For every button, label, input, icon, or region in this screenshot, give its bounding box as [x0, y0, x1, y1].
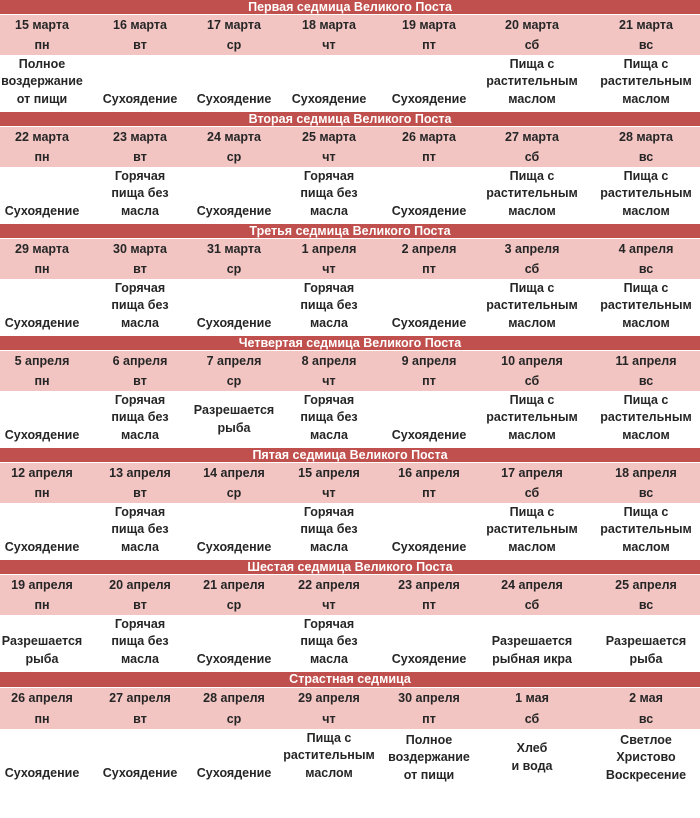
- day-date: 5 апреля: [14, 354, 70, 369]
- day-cell: [272, 127, 386, 166]
- day-weekday: ср: [226, 261, 242, 276]
- week-block: [0, 448, 700, 560]
- day-cell: [196, 239, 272, 278]
- food-rule-text: Горячая пища без масла: [300, 616, 358, 666]
- food-rule-text: Разрешается рыбная икра: [491, 634, 573, 666]
- food-rule: [84, 730, 196, 787]
- day-date: 30 марта: [113, 242, 167, 257]
- day-weekday: ср: [226, 149, 242, 164]
- food-rule-text: Сухоядение: [102, 91, 178, 106]
- day-weekday: сб: [524, 711, 540, 726]
- food-rule-text: Пища с растительным маслом: [600, 168, 692, 218]
- food-rule: [272, 730, 386, 787]
- food-rule-text: Пища с растительным маслом: [486, 504, 578, 554]
- week-title: Третья седмица Великого Поста: [0, 224, 700, 239]
- day-cell: [196, 351, 272, 390]
- day-weekday: пт: [422, 149, 436, 164]
- day-date: 15 апреля: [298, 466, 360, 481]
- food-rule-text: Горячая пища без масла: [111, 168, 169, 218]
- week-title: Шестая седмица Великого Поста: [0, 560, 700, 575]
- day-weekday: пн: [34, 37, 50, 52]
- day-weekday: чт: [322, 485, 336, 500]
- day-weekday: вс: [638, 597, 654, 612]
- date-row: [0, 688, 700, 730]
- food-rule-text: Горячая пища без масла: [111, 280, 169, 330]
- day-weekday: пт: [422, 597, 436, 612]
- food-rule-text: Сухоядение: [196, 651, 272, 666]
- food-row: [0, 504, 700, 561]
- day-cell: [0, 688, 84, 729]
- date-row: [0, 15, 700, 55]
- day-cell: [592, 15, 700, 54]
- day-weekday: вт: [133, 149, 147, 164]
- day-date: 25 марта: [302, 130, 356, 145]
- food-rule: [0, 730, 84, 787]
- day-date: 26 марта: [402, 130, 456, 145]
- food-rule: [272, 280, 386, 337]
- food-rule-text: Сухоядение: [4, 539, 80, 554]
- day-cell: [472, 15, 592, 54]
- day-weekday: ср: [226, 711, 242, 726]
- food-rule: [84, 280, 196, 337]
- day-date: 26 апреля: [11, 690, 73, 705]
- week-title: Пятая седмица Великого Поста: [0, 448, 700, 463]
- food-rule: [272, 616, 386, 673]
- day-cell: [0, 575, 84, 614]
- day-date: 10 апреля: [501, 354, 563, 369]
- food-rule-text: Пища с растительным маслом: [600, 56, 692, 106]
- day-date: 28 апреля: [203, 690, 265, 705]
- day-cell: [386, 351, 472, 390]
- food-rule-text: Сухоядение: [4, 427, 80, 442]
- food-row: [0, 392, 700, 449]
- day-cell: [592, 575, 700, 614]
- day-weekday: пт: [422, 37, 436, 52]
- day-weekday: вт: [133, 37, 147, 52]
- day-cell: [272, 575, 386, 614]
- food-rule-text: Сухоядение: [391, 427, 467, 442]
- food-rule: [0, 616, 84, 673]
- date-row: [0, 127, 700, 167]
- day-date: 17 апреля: [501, 466, 563, 481]
- day-cell: [272, 351, 386, 390]
- food-rule: [196, 730, 272, 787]
- day-weekday: пн: [34, 261, 50, 276]
- food-rule: [196, 504, 272, 561]
- day-date: 17 марта: [207, 18, 261, 33]
- food-rule: [472, 730, 592, 787]
- food-rule-text: Разрешается рыба: [605, 634, 687, 666]
- food-rule-text: Пища с растительным маслом: [600, 280, 692, 330]
- day-date: 14 апреля: [203, 466, 265, 481]
- day-cell: [272, 15, 386, 54]
- food-rule: [0, 504, 84, 561]
- day-weekday: вс: [638, 149, 654, 164]
- day-date: 2 апреля: [401, 242, 457, 257]
- day-weekday: пн: [34, 149, 50, 164]
- food-rule: [386, 392, 472, 449]
- day-date: 21 марта: [619, 18, 673, 33]
- day-weekday: пт: [422, 261, 436, 276]
- week-title: Страстная седмица: [0, 672, 700, 688]
- food-row: [0, 280, 700, 337]
- day-cell: [272, 239, 386, 278]
- food-rule-text: Пища с растительным маслом: [486, 56, 578, 106]
- day-cell: [196, 15, 272, 54]
- day-cell: [472, 575, 592, 614]
- day-date: 16 апреля: [398, 466, 460, 481]
- food-rule-text: Светлое Христово Воскресение: [605, 732, 687, 782]
- day-cell: [84, 239, 196, 278]
- day-cell: [196, 463, 272, 502]
- day-cell: [592, 351, 700, 390]
- day-date: 24 апреля: [501, 578, 563, 593]
- day-weekday: ср: [226, 485, 242, 500]
- day-date: 21 апреля: [203, 578, 265, 593]
- food-rule: [193, 392, 275, 449]
- food-rule: [472, 168, 592, 225]
- day-cell: [84, 351, 196, 390]
- food-rule-text: Горячая пища без масла: [300, 280, 358, 330]
- food-rule-text: Сухоядение: [4, 765, 80, 780]
- day-cell: [386, 575, 472, 614]
- day-weekday: пт: [422, 485, 436, 500]
- food-rule-text: Сухоядение: [4, 315, 80, 330]
- day-date: 2 мая: [629, 690, 663, 705]
- day-weekday: пн: [34, 373, 50, 388]
- day-weekday: вт: [133, 261, 147, 276]
- day-date: 7 апреля: [206, 354, 262, 369]
- week-block: [0, 672, 700, 786]
- food-rule-text: Сухоядение: [391, 315, 467, 330]
- day-cell: [386, 239, 472, 278]
- food-rule-text: Сухоядение: [196, 315, 272, 330]
- week-block: [0, 224, 700, 336]
- day-cell: [592, 463, 700, 502]
- food-rule-text: Полное воздержание от пищи: [388, 732, 470, 782]
- day-date: 22 марта: [15, 130, 69, 145]
- day-cell: [0, 15, 84, 54]
- day-date: 9 апреля: [401, 354, 457, 369]
- day-weekday: ср: [226, 37, 242, 52]
- food-rule: [0, 280, 84, 337]
- food-rule: [0, 392, 84, 449]
- food-rule-text: Горячая пища без масла: [300, 168, 358, 218]
- day-date: 31 марта: [207, 242, 261, 257]
- day-date: 20 марта: [505, 18, 559, 33]
- day-date: 1 мая: [515, 690, 549, 705]
- food-rule: [386, 280, 472, 337]
- food-rule: [592, 392, 700, 449]
- food-rule: [84, 392, 196, 449]
- day-weekday: сб: [524, 485, 540, 500]
- food-rule-text: Горячая пища без масла: [111, 392, 169, 442]
- day-date: 19 апреля: [11, 578, 73, 593]
- food-rule-text: Пища с растительным маслом: [486, 168, 578, 218]
- day-weekday: сб: [524, 37, 540, 52]
- week-block: [0, 560, 700, 672]
- food-rule: [196, 56, 272, 113]
- day-cell: [0, 351, 84, 390]
- day-date: 30 апреля: [398, 690, 460, 705]
- day-date: 29 марта: [15, 242, 69, 257]
- food-rule-text: Сухоядение: [196, 91, 272, 106]
- day-date: 25 апреля: [615, 578, 677, 593]
- food-rule: [272, 392, 386, 449]
- food-rule: [0, 168, 84, 225]
- day-weekday: вс: [638, 373, 654, 388]
- day-date: 8 апреля: [301, 354, 357, 369]
- day-weekday: вт: [133, 711, 147, 726]
- food-rule-text: Сухоядение: [291, 91, 367, 106]
- food-rule: [84, 56, 196, 113]
- food-rule-text: Сухоядение: [196, 765, 272, 780]
- food-rule: [592, 168, 700, 225]
- food-rule-text: Разрешается рыба: [193, 403, 275, 435]
- week-block: [0, 336, 700, 448]
- day-date: 23 апреля: [398, 578, 460, 593]
- day-cell: [84, 575, 196, 614]
- food-rule-text: Пища с растительным маслом: [283, 730, 375, 780]
- day-weekday: вс: [638, 261, 654, 276]
- day-cell: [592, 688, 700, 729]
- date-row: [0, 239, 700, 279]
- food-rule: [592, 730, 700, 787]
- day-cell: [0, 463, 84, 502]
- week-block: [0, 0, 700, 112]
- day-weekday: вс: [638, 711, 654, 726]
- food-rule: [592, 280, 700, 337]
- day-date: 16 марта: [113, 18, 167, 33]
- food-rule-text: Разрешается рыба: [1, 634, 83, 666]
- food-rule: [472, 616, 592, 673]
- food-rule-text: Горячая пища без масла: [111, 504, 169, 554]
- day-weekday: вс: [638, 485, 654, 500]
- food-rule: [386, 504, 472, 561]
- day-weekday: пн: [34, 597, 50, 612]
- day-cell: [472, 239, 592, 278]
- food-rule-text: Сухоядение: [391, 651, 467, 666]
- food-rule: [472, 280, 592, 337]
- day-cell: [84, 127, 196, 166]
- day-weekday: чт: [322, 597, 336, 612]
- day-date: 27 апреля: [109, 690, 171, 705]
- food-rule-text: Сухоядение: [4, 203, 80, 218]
- food-rule: [472, 56, 592, 113]
- food-rule-text: Сухоядение: [391, 91, 467, 106]
- day-date: 4 апреля: [618, 242, 674, 257]
- day-date: 23 марта: [113, 130, 167, 145]
- day-date: 15 марта: [15, 18, 69, 33]
- day-weekday: вс: [638, 37, 654, 52]
- food-rule-text: Горячая пища без масла: [300, 504, 358, 554]
- day-cell: [272, 463, 386, 502]
- day-cell: [472, 688, 592, 729]
- week-block: [0, 112, 700, 224]
- food-rule-text: Пища с растительным маслом: [600, 504, 692, 554]
- week-title: Вторая седмица Великого Поста: [0, 112, 700, 127]
- day-weekday: пт: [422, 373, 436, 388]
- food-rule: [592, 504, 700, 561]
- day-cell: [196, 688, 272, 729]
- food-rule: [272, 504, 386, 561]
- day-date: 11 апреля: [615, 354, 677, 369]
- day-date: 24 марта: [207, 130, 261, 145]
- day-cell: [84, 688, 196, 729]
- food-rule-text: Сухоядение: [102, 765, 178, 780]
- day-cell: [592, 239, 700, 278]
- food-rule: [84, 504, 196, 561]
- day-weekday: сб: [524, 373, 540, 388]
- day-weekday: чт: [322, 261, 336, 276]
- day-date: 18 апреля: [615, 466, 677, 481]
- food-rule-text: Сухоядение: [391, 203, 467, 218]
- food-rule-text: Хлеб и вода: [511, 741, 553, 773]
- day-cell: [472, 127, 592, 166]
- food-rule: [386, 56, 472, 113]
- day-weekday: пн: [34, 711, 50, 726]
- day-cell: [0, 127, 84, 166]
- food-rule: [84, 168, 196, 225]
- food-rule: [272, 168, 386, 225]
- date-row: [0, 351, 700, 391]
- day-cell: [472, 463, 592, 502]
- day-date: 28 марта: [619, 130, 673, 145]
- day-weekday: пн: [34, 485, 50, 500]
- day-cell: [472, 351, 592, 390]
- food-rule: [472, 392, 592, 449]
- day-cell: [386, 15, 472, 54]
- day-weekday: сб: [524, 597, 540, 612]
- week-title: Первая седмица Великого Поста: [0, 0, 700, 15]
- day-date: 29 апреля: [298, 690, 360, 705]
- day-weekday: чт: [322, 149, 336, 164]
- food-rule: [0, 56, 84, 113]
- day-date: 3 апреля: [504, 242, 560, 257]
- day-cell: [84, 463, 196, 502]
- day-date: 20 апреля: [109, 578, 171, 593]
- food-rule: [196, 168, 272, 225]
- food-row: [0, 56, 700, 113]
- food-rule: [386, 616, 472, 673]
- food-rule-text: Сухоядение: [391, 539, 467, 554]
- food-rule: [84, 616, 196, 673]
- day-weekday: вт: [133, 373, 147, 388]
- food-rule: [272, 56, 386, 113]
- day-weekday: чт: [322, 373, 336, 388]
- food-rule: [386, 730, 472, 787]
- food-rule: [196, 616, 272, 673]
- day-date: 12 апреля: [11, 466, 73, 481]
- food-rule: [592, 616, 700, 673]
- day-weekday: ср: [226, 373, 242, 388]
- food-rule: [196, 280, 272, 337]
- day-cell: [386, 688, 472, 729]
- food-rule-text: Сухоядение: [196, 539, 272, 554]
- day-cell: [272, 688, 386, 729]
- food-rule: [472, 504, 592, 561]
- day-date: 18 марта: [302, 18, 356, 33]
- day-cell: [196, 575, 272, 614]
- day-weekday: чт: [322, 37, 336, 52]
- day-date: 22 апреля: [298, 578, 360, 593]
- food-rule-text: Полное воздержание от пищи: [1, 56, 83, 106]
- day-cell: [0, 239, 84, 278]
- day-cell: [84, 15, 196, 54]
- food-rule-text: Пища с растительным маслом: [486, 280, 578, 330]
- day-weekday: сб: [524, 149, 540, 164]
- date-row: [0, 463, 700, 503]
- day-date: 1 апреля: [301, 242, 357, 257]
- day-weekday: сб: [524, 261, 540, 276]
- day-cell: [386, 463, 472, 502]
- food-row: [0, 168, 700, 225]
- food-rule-text: Пища с растительным маслом: [600, 392, 692, 442]
- food-rule-text: Пища с растительным маслом: [486, 392, 578, 442]
- day-date: 13 апреля: [109, 466, 171, 481]
- day-date: 19 марта: [402, 18, 456, 33]
- day-weekday: ср: [226, 597, 242, 612]
- food-rule: [592, 56, 700, 113]
- food-rule-text: Горячая пища без масла: [300, 392, 358, 442]
- day-weekday: пт: [422, 711, 436, 726]
- day-cell: [386, 127, 472, 166]
- day-date: 27 марта: [505, 130, 559, 145]
- day-cell: [196, 127, 272, 166]
- food-rule-text: Сухоядение: [196, 203, 272, 218]
- day-date: 6 апреля: [112, 354, 168, 369]
- day-weekday: вт: [133, 485, 147, 500]
- day-weekday: чт: [322, 711, 336, 726]
- food-rule-text: Горячая пища без масла: [111, 616, 169, 666]
- day-cell: [592, 127, 700, 166]
- food-row: [0, 730, 700, 787]
- food-row: [0, 616, 700, 673]
- date-row: [0, 575, 700, 615]
- week-title: Четвертая седмица Великого Поста: [0, 336, 700, 351]
- food-rule: [386, 168, 472, 225]
- day-weekday: вт: [133, 597, 147, 612]
